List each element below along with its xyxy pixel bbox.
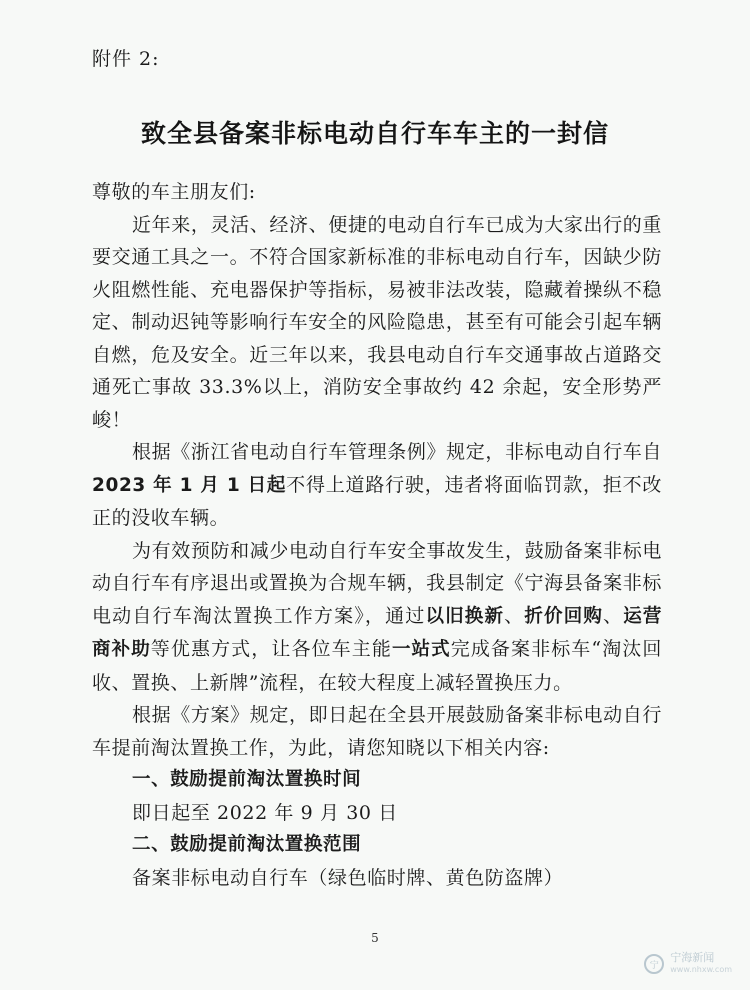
- watermark: [644, 952, 732, 976]
- paragraph-background: 近年来，灵活、经济、便捷的电动自行车已成为大家出行的重要交通工具之一。不符合国家新标准的非标电动自行车，因缺少防火阻燃性能、充电器保护等指标，易被非法改装，隐藏着操纵不稳定、制动迟钝等影响行车安全的风险隐患，甚至有可能会引起车辆自燃，危及安全。近三年以来，我县电动自行车交通事故占道路交通死亡事故 33.3%以上，消防安全事故约 42 余起，安全形势严峻！: [92, 213, 662, 431]
- paragraph-plan: [92, 535, 662, 700]
- offer-buyback: 折价回购: [524, 605, 604, 627]
- section-heading-time: 一、鼓励提前淘汰置换时间: [132, 769, 362, 790]
- page-number: 5: [371, 931, 379, 945]
- text-segment: 、: [603, 604, 624, 627]
- letter-body: [92, 176, 662, 894]
- one-stop-label: 一站式: [391, 639, 451, 660]
- text-segment: 完成备案非标车“淘汰回收、置换、上新牌”流程，在较大程度上减轻置换压力。: [92, 638, 662, 694]
- watermark-url: www.nhxw.com: [670, 965, 732, 974]
- time-range: 即日起至 2022 年 9 月 30 日: [132, 801, 398, 824]
- text-segment: 等优惠方式，让各位车主能: [150, 638, 392, 660]
- offer-trade-in: 以旧换新: [425, 605, 505, 627]
- deadline-date: 2023 年 1 月 1 日起: [92, 474, 287, 496]
- paragraph-notice: 根据《方案》规定，即日起在全县开展鼓励备案非标电动自行车提前淘汰置换工作，为此，请您知晓以下相关内容:: [92, 704, 662, 759]
- watermark-logo-icon: 宁: [644, 954, 664, 974]
- offer-operator-subsidy: 运营商补助: [92, 605, 663, 660]
- text-segment: 不得上道路行驶，违者将面临罚款，拒不改正的没收车辆。: [92, 473, 662, 529]
- watermark-text: 宁海新闻: [670, 951, 715, 964]
- text-segment: 根据《浙江省电动自行车管理条例》规定，非标电动自行车自: [132, 441, 662, 463]
- section-heading-scope: 二、鼓励提前淘汰置换范围: [132, 834, 362, 855]
- text-segment: 为有效预防和减少电动自行车安全事故发生，鼓励备案非标电动自行车有序退出或置换为合规车辆，我县制定《宁海县备案非标电动自行车淘汰置换工作方案》，通过: [92, 539, 662, 627]
- letter-title: 致全县备案非标电动自行车车主的一封信: [140, 119, 609, 148]
- attachment-label: 附件 2:: [92, 48, 160, 70]
- paragraph-regulation: [92, 436, 662, 535]
- text-segment: 、: [504, 604, 525, 627]
- scope-text: 备案非标电动自行车（绿色临时牌、黄色防盗牌）: [132, 866, 564, 889]
- greeting: 尊敬的车主朋友们:: [92, 181, 256, 203]
